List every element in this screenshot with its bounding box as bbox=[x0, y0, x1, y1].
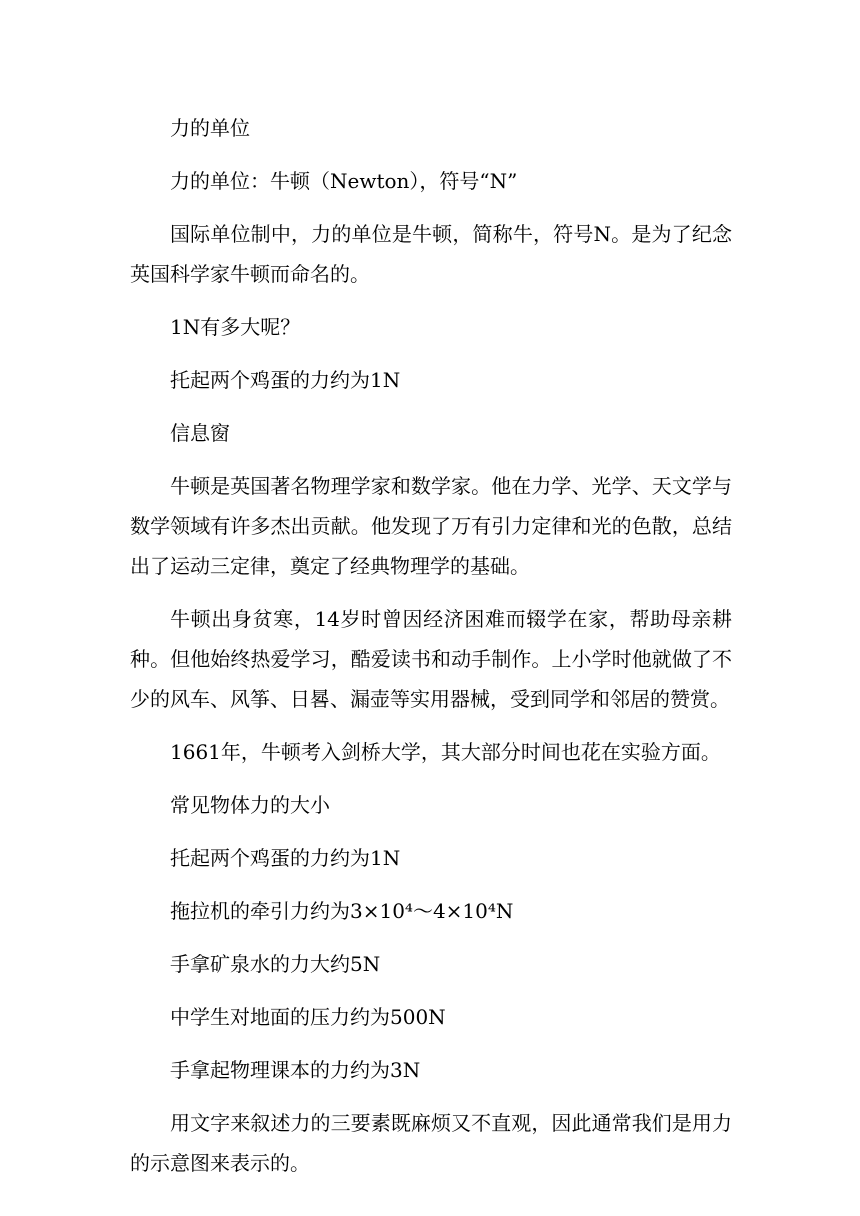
heading-common-forces: 常见物体力的大小 bbox=[170, 793, 330, 817]
paragraph-eggs-1n: 托起两个鸡蛋的力约为1N bbox=[170, 368, 401, 392]
paragraph-si-unit: 国际单位制中，力的单位是牛顿，简称牛，符号N。是为了纪念英国科学家牛顿而命名的。 bbox=[130, 222, 732, 286]
heading-force-unit: 力的单位 bbox=[170, 116, 250, 140]
question-1n: 1N有多大呢？ bbox=[170, 315, 301, 339]
list-item-student: 中学生对地面的压力约为500N bbox=[170, 1005, 446, 1029]
list-item-eggs: 托起两个鸡蛋的力约为1N bbox=[170, 846, 401, 870]
paragraph-unit-definition: 力的单位：牛顿（Newton），符号“N” bbox=[170, 169, 518, 193]
list-item-textbook: 手拿起物理课本的力约为3N bbox=[170, 1058, 421, 1082]
paragraph-newton-bio: 牛顿是英国著名物理学家和数学家。他在力学、光学、天文学与数学领域有许多杰出贡献。他发现了万有引力定律和光的色散，总结出了运动三定律，奠定了经典物理学的基础。 bbox=[130, 474, 732, 578]
list-item-tractor: 拖拉机的牵引力约为3×10⁴～4×10⁴N bbox=[170, 899, 514, 923]
document-body bbox=[130, 108, 732, 1196]
list-item-water-bottle: 手拿矿泉水的力大约5N bbox=[170, 952, 381, 976]
paragraph-newton-childhood: 牛顿出身贫寒，14岁时曾因经济困难而辍学在家，帮助母亲耕种。但他始终热爱学习，酷爱读书和动手制作。上小学时他就做了不少的风车、风筝、日晷、漏壶等实用器械，受到同学和邻居的赞赏。 bbox=[130, 607, 732, 711]
paragraph-force-diagram: 用文字来叙述力的三要素既麻烦又不直观，因此通常我们是用力的示意图来表示的。 bbox=[130, 1111, 732, 1175]
paragraph-newton-cambridge: 1661年，牛顿考入剑桥大学，其大部分时间也花在实验方面。 bbox=[170, 740, 721, 764]
heading-info-window: 信息窗 bbox=[170, 421, 230, 445]
